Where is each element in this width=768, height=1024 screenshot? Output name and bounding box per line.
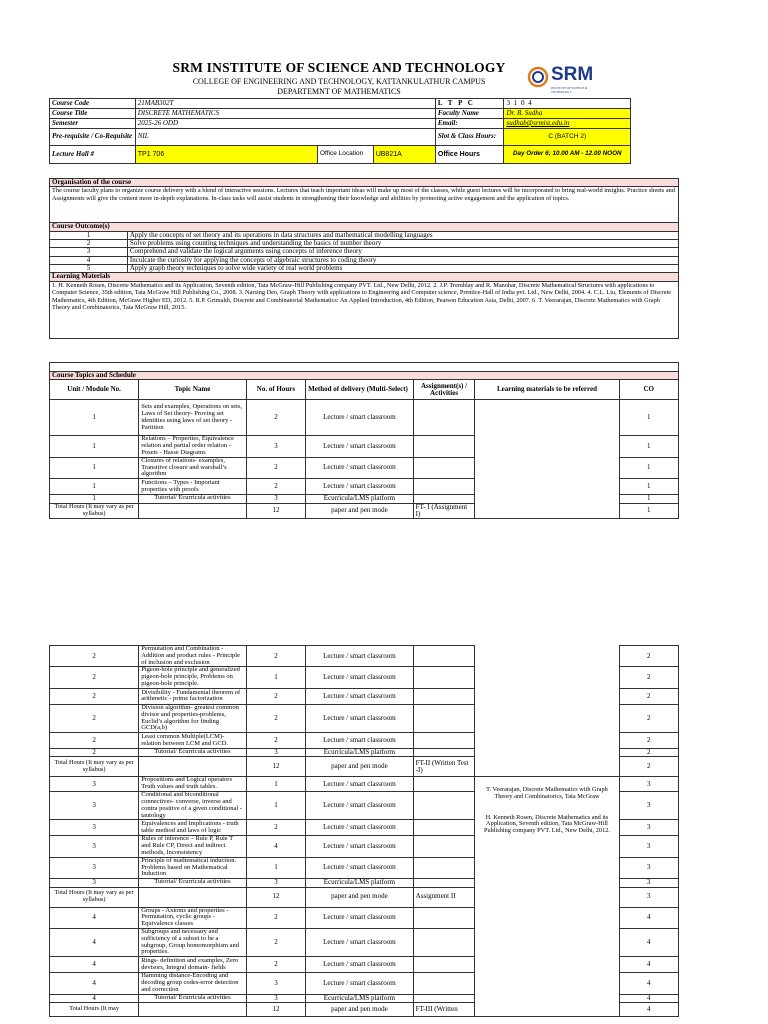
assignment-cell (413, 479, 475, 495)
topic-cell: Permutation and Combination - Addition and product rules - Principle of inclusion and exclusion (139, 646, 247, 667)
method-cell: Lecture / smart classroom (306, 667, 414, 688)
assignment-cell (413, 994, 475, 1002)
materials-cell (475, 400, 619, 519)
method-cell: Ecurricula/LMS platform (306, 749, 414, 757)
hours-cell: 2 (246, 688, 305, 704)
outcome-number: 5 (50, 265, 128, 273)
outcome-text: Solve problems using counting techniques and understanding the basics of number theory (127, 240, 678, 248)
hours-cell: 2 (246, 957, 305, 973)
outcome-text: Inculcate the curiosity for applying the concepts of algebraic structures to coding theory (127, 256, 678, 264)
course-details-table (49, 178, 679, 339)
unit-cell: 4 (50, 929, 139, 957)
col-materials: Learning materials to be referred (475, 380, 619, 400)
assignment-cell (413, 436, 475, 457)
semester-label: Semester (50, 119, 136, 129)
co-cell: 4 (619, 973, 678, 994)
method-cell: Lecture / smart classroom (306, 777, 414, 792)
hours-cell: 3 (246, 749, 305, 757)
assignment-cell (413, 749, 475, 757)
slot-value: C (BATCH 2) (504, 129, 631, 146)
hours-cell: 3 (246, 436, 305, 457)
hours-cell: 2 (246, 820, 305, 836)
hours-cell: 2 (246, 479, 305, 495)
topic-cell: Least common Multiple(LCM)- relation between LCM and GCD. (139, 733, 247, 749)
method-cell: Lecture / smart classroom (306, 733, 414, 749)
hours-cell: 2 (246, 907, 305, 928)
office-hours: Day Order 6; 10.00 AM - 12.00 NOON (504, 146, 631, 164)
schedule-table-1 (49, 362, 679, 519)
hours-cell: 1 (246, 777, 305, 792)
co-cell: 4 (619, 957, 678, 973)
ltpc-label: L T P C (435, 99, 504, 109)
prereq: NIL (135, 129, 435, 146)
materials-ref-1: T. Veerarajan, Discrete Mathematics with Graph Theory and Combinatorics, Tata McGraw (486, 786, 608, 801)
topic-cell: Principle of mathematical induction. Problems based on Mathematical Induction (139, 857, 247, 878)
topic-cell: Propositions and Logical operators Truth values and truth tables. (139, 777, 247, 792)
co-cell: 2 (619, 749, 678, 757)
hours-cell: 2 (246, 733, 305, 749)
method-cell: paper and pen mode (306, 503, 414, 519)
unit-cell: 4 (50, 994, 139, 1002)
assignment-cell (413, 820, 475, 836)
topic-cell: Tutorial/ Ecurricula activities (139, 994, 247, 1002)
assignment-cell (413, 792, 475, 820)
outcome-row (50, 248, 679, 256)
hours-cell: 12 (246, 1003, 305, 1017)
materials-ref-2: H. Kenneth Rosen, Discrete Mathematics and its Application, Seventh edition, Tata McGraw-Hill Publishing company PVT. Ltd., New Delhi, 2012. (483, 813, 610, 834)
hours-cell: 12 (246, 757, 305, 777)
assignment-cell (413, 973, 475, 994)
schedule-row (50, 400, 679, 436)
method-cell: Lecture / smart classroom (306, 907, 414, 928)
co-cell: 4 (619, 907, 678, 928)
assignment-cell: Assignment II (413, 887, 475, 907)
assignment-cell (413, 646, 475, 667)
assignment-cell (413, 688, 475, 704)
unit-cell: Total Hours (It may vary as per syllabus) (50, 503, 139, 519)
col-co: CO (619, 380, 678, 400)
co-cell: 2 (619, 704, 678, 732)
unit-cell: 1 (50, 457, 139, 478)
email-link[interactable]: sudhab@srmist.edu.in (504, 119, 631, 129)
assignment-cell: FT-II (Written Test -I) (413, 757, 475, 777)
unit-cell: 4 (50, 907, 139, 928)
topic-cell: Groups - Axioms and properties - Permutation, cyclic groups - Equivalence classes (139, 907, 247, 928)
topic-cell (139, 1003, 247, 1017)
assignment-cell (413, 733, 475, 749)
method-cell: Lecture / smart classroom (306, 929, 414, 957)
method-cell: paper and pen mode (306, 757, 414, 777)
email-label: Email: (435, 119, 504, 129)
schedule-heading: Course Topics and Schedule (50, 372, 679, 380)
col-method: Method of delivery (Multi-Select) (306, 380, 414, 400)
method-cell: Lecture / smart classroom (306, 436, 414, 457)
unit-cell: 1 (50, 479, 139, 495)
co-cell: 2 (619, 733, 678, 749)
unit-cell: 1 (50, 436, 139, 457)
unit-cell: 3 (50, 777, 139, 792)
method-cell: Lecture / smart classroom (306, 646, 414, 667)
hours-cell: 2 (246, 400, 305, 436)
assignment-cell (413, 879, 475, 887)
col-hours: No. of Hours (246, 380, 305, 400)
method-cell: paper and pen mode (306, 887, 414, 907)
logo-text: SRM (551, 64, 594, 85)
topic-cell (139, 503, 247, 519)
method-cell: Lecture / smart classroom (306, 820, 414, 836)
topic-cell: Closures of relations- examples, Transitive closure and warshall’s algorithm (139, 457, 247, 478)
co-cell: 4 (619, 994, 678, 1002)
unit-cell: 2 (50, 667, 139, 688)
method-cell: Lecture / smart classroom (306, 792, 414, 820)
faculty-label: Faculty Name (435, 109, 504, 119)
assignment-cell (413, 457, 475, 478)
co-cell: 1 (619, 479, 678, 495)
schedule-row (50, 777, 679, 792)
course-title: DISCRETE MATHEMATICS (135, 109, 435, 119)
topic-cell: Subgroups and necessary and sufficiency of a subset to be a subgroup, Group homomorphism and properties. (139, 929, 247, 957)
assignment-cell (413, 777, 475, 792)
co-cell: 4 (619, 929, 678, 957)
materials-ref-cell (475, 777, 619, 1017)
office-hours-label: Office Hours (435, 146, 504, 164)
organisation-text: The course faculty plans to organize course delivery with a blend of interactive sessions. Lectures that teach important ideas will make up most of the classes, while guest lectures will be incorporated to bring real-world insights. Practice sheets and Assignments will give the content more in-depth explanations. In-class tasks will assist students in strengthening their knowledge and abilities by promoting active engagement and the application of topics. (50, 187, 679, 223)
topic-cell: Conditional and biconditional connectives- converse, inverse and contra positive of a given conditional - tautology (139, 792, 247, 820)
topic-cell: Functions – Types - Important properties with proofs (139, 479, 247, 495)
topic-cell: Equivalences and Implications - truth table method and laws of logic (139, 820, 247, 836)
course-code: 21MAB302T (135, 99, 435, 109)
method-cell: Lecture / smart classroom (306, 973, 414, 994)
co-cell: 1 (619, 436, 678, 457)
co-cell: 3 (619, 792, 678, 820)
hours-cell: 3 (246, 973, 305, 994)
course-code-label: Course Code (50, 99, 136, 109)
topic-cell: Pigeon-hole principle and generalized pigeon-hole principle, Problems on pigeon-hole principle. (139, 667, 247, 688)
col-unit: Unit / Module No. (50, 380, 139, 400)
topic-cell: Sets and examples, Operations on sets, Laws of Set theory- Proving set identities using laws of set theory - Partition (139, 400, 247, 436)
topic-cell: Tutorial/ Ecurricula activities (139, 879, 247, 887)
col-assignment: Assignment(s) / Activities (413, 380, 475, 400)
hours-cell: 12 (246, 887, 305, 907)
outcomes-heading: Course Outcome(s) (50, 223, 679, 231)
lecture-hall-label: Lecture Hall # (50, 146, 136, 164)
hours-cell: 1 (246, 792, 305, 820)
outcome-number: 3 (50, 248, 128, 256)
method-cell: Lecture / smart classroom (306, 457, 414, 478)
materials-spacer (475, 646, 619, 777)
hours-cell: 1 (246, 857, 305, 878)
hours-cell: 2 (246, 929, 305, 957)
co-cell: 3 (619, 820, 678, 836)
assignment-cell (413, 495, 475, 503)
method-cell: Ecurricula/LMS platform (306, 495, 414, 503)
co-cell: 1 (619, 495, 678, 503)
assignment-cell (413, 836, 475, 857)
topic-cell: Tutorial/ Ecurricula activities (139, 749, 247, 757)
method-cell: Lecture / smart classroom (306, 957, 414, 973)
department-name: DEPARTEMNT OF MATHEMATICS (277, 87, 401, 96)
assignment-cell (413, 400, 475, 436)
method-cell: Ecurricula/LMS platform (306, 879, 414, 887)
topic-cell: Hamming distance-Encoding and decoding group codes-error detection and correction (139, 973, 247, 994)
unit-cell: 2 (50, 733, 139, 749)
unit-cell: 4 (50, 957, 139, 973)
assignment-cell (413, 704, 475, 732)
srm-logo (527, 64, 607, 94)
college-name: COLLEGE OF ENGINEERING AND TECHNOLOGY, KATTANKULATHUR CAMPUS (192, 77, 486, 86)
spacer-row (50, 363, 679, 372)
office-label: Office Location (317, 146, 373, 164)
slot-label: Slot & Class Hours: (435, 129, 504, 146)
co-cell: 1 (619, 457, 678, 478)
co-cell: 2 (619, 667, 678, 688)
ltpc-value: 3 1 0 4 (504, 99, 631, 109)
method-cell: paper and pen mode (306, 1003, 414, 1017)
organisation-heading: Organisation of the course (50, 179, 679, 187)
method-cell: Lecture / smart classroom (306, 479, 414, 495)
schedule-table-2 (49, 645, 679, 1017)
unit-cell: Total Hours (It may vary as per syllabus) (50, 757, 139, 777)
outcome-text: Apply graph theory techniques to solve wide variety of real world problems (127, 265, 678, 273)
course-title-label: Course Title (50, 109, 136, 119)
co-cell: 2 (619, 688, 678, 704)
method-cell: Lecture / smart classroom (306, 836, 414, 857)
unit-cell: 2 (50, 646, 139, 667)
hours-cell: 12 (246, 503, 305, 519)
unit-cell: 1 (50, 400, 139, 436)
course-info-table (49, 98, 631, 164)
hours-cell: 3 (246, 879, 305, 887)
unit-cell: 2 (50, 749, 139, 757)
topic-cell (139, 757, 247, 777)
co-cell: 2 (619, 757, 678, 777)
outcome-number: 2 (50, 240, 128, 248)
lecture-hall: TP1 706 (135, 146, 317, 164)
hours-cell: 2 (246, 457, 305, 478)
co-cell: 3 (619, 836, 678, 857)
co-cell: 3 (619, 879, 678, 887)
prereq-label: Pre-requisite / Co-Requisite (50, 129, 136, 146)
unit-cell: 3 (50, 792, 139, 820)
assignment-cell: FT- I (Assignment I) (413, 503, 475, 519)
unit-cell: 2 (50, 688, 139, 704)
co-cell: 3 (619, 887, 678, 907)
method-cell: Lecture / smart classroom (306, 688, 414, 704)
hours-cell: 3 (246, 994, 305, 1002)
co-cell: 4 (619, 1003, 678, 1017)
logo-subtext: INSTITUTE OF SCIENCE & TECHNOLOGY (551, 86, 588, 94)
srm-emblem-icon (527, 66, 549, 88)
hours-cell: 4 (246, 836, 305, 857)
outcome-number: 4 (50, 256, 128, 264)
co-cell: 1 (619, 503, 678, 519)
method-cell: Lecture / smart classroom (306, 704, 414, 732)
unit-cell: 3 (50, 879, 139, 887)
outcome-text: Apply the concepts of set theory and its operations in data structures and mathematical modelling languages (127, 231, 678, 239)
topic-cell: Rules of inference – Rule P, Rule T and Rule CP, Direct and indirect methods, Inconsistency (139, 836, 247, 857)
assignment-cell (413, 957, 475, 973)
office-location: UB821A (373, 146, 435, 164)
outcome-row (50, 265, 679, 273)
semester: 2025-26 ODD (135, 119, 435, 129)
method-cell: Lecture / smart classroom (306, 400, 414, 436)
unit-cell: 2 (50, 704, 139, 732)
hours-cell: 1 (246, 667, 305, 688)
unit-cell: 4 (50, 973, 139, 994)
co-cell: 2 (619, 646, 678, 667)
topic-cell (139, 887, 247, 907)
topic-cell: Divisibility - Fundamental theorem of arithmetic - prime factorization (139, 688, 247, 704)
outcome-number: 1 (50, 231, 128, 239)
assignment-cell (413, 857, 475, 878)
hours-cell: 2 (246, 646, 305, 667)
materials-text: 1. H. Kenneth Rosen, Discrete Mathematics and its Application, Seventh edition, Tata McGraw-Hill Publishing company PVT. Ltd., New Delhi, 2012. 2. J.P. Tremblay and R. Manohar, Discrete Mathematical Structures with applications to Computer Science, 35th edition, Tata McGraw Hill Publishing Co., 2008. 3. Narsing Deo, Graph Theory with applications to Engineering and Computer science, Prentice-Hall of India pvt. Ltd., New Delhi, 2004. 4. C.L. Liu, Elements of Discrete Mathematics, 4th Edition, McGraw Higher ED, 2012. 5. R.P. Grimaldi, Discrete and Combinatorial Mathematics: An Applied Introduction, 4th Edition, Pearson Education Asia, Delhi, 2007. 6. T. Veerarajan, Discrete Mathematics with Graph Theory and Combinatorics, Tata McGraw Hill, 2015. (50, 281, 679, 338)
unit-cell: 3 (50, 836, 139, 857)
co-cell: 3 (619, 857, 678, 878)
unit-cell: Total Hours (It may vary as per syllabus) (50, 887, 139, 907)
hours-cell: 2 (246, 704, 305, 732)
unit-cell: 3 (50, 820, 139, 836)
materials-heading: Learning Materials (50, 273, 679, 281)
method-cell: Lecture / smart classroom (306, 857, 414, 878)
faculty-name: Dr. B. Sudha (504, 109, 631, 119)
topic-cell: Rings- definition and examples, Zero devisors, Integral domain- fields (139, 957, 247, 973)
assignment-cell (413, 667, 475, 688)
schedule-row (50, 646, 679, 667)
assignment-cell (413, 929, 475, 957)
unit-cell: Total Hours (It may (50, 1003, 139, 1017)
method-cell: Ecurricula/LMS platform (306, 994, 414, 1002)
topic-cell: Tutorial/ Ecurricula activities (139, 495, 247, 503)
hours-cell: 3 (246, 495, 305, 503)
topic-cell: Relations – Properties, Equivalence relation and partial order relation - Posets - Hasse Diagrams (139, 436, 247, 457)
unit-cell: 3 (50, 857, 139, 878)
assignment-cell: FT-III (Written (413, 1003, 475, 1017)
col-topic: Topic Name (139, 380, 247, 400)
co-cell: 3 (619, 777, 678, 792)
outcome-text: Comprehend and validate the logical arguments using concepts of inference theory (127, 248, 678, 256)
institute-name: SRM INSTITUTE OF SCIENCE AND TECHNOLOGY (172, 60, 506, 75)
topic-cell: Division algorithm- greatest common divisor and properties-problems, Euclid’s algorithm for finding GCD(a,b) (139, 704, 247, 732)
unit-cell: 1 (50, 495, 139, 503)
co-cell: 1 (619, 400, 678, 436)
assignment-cell (413, 907, 475, 928)
